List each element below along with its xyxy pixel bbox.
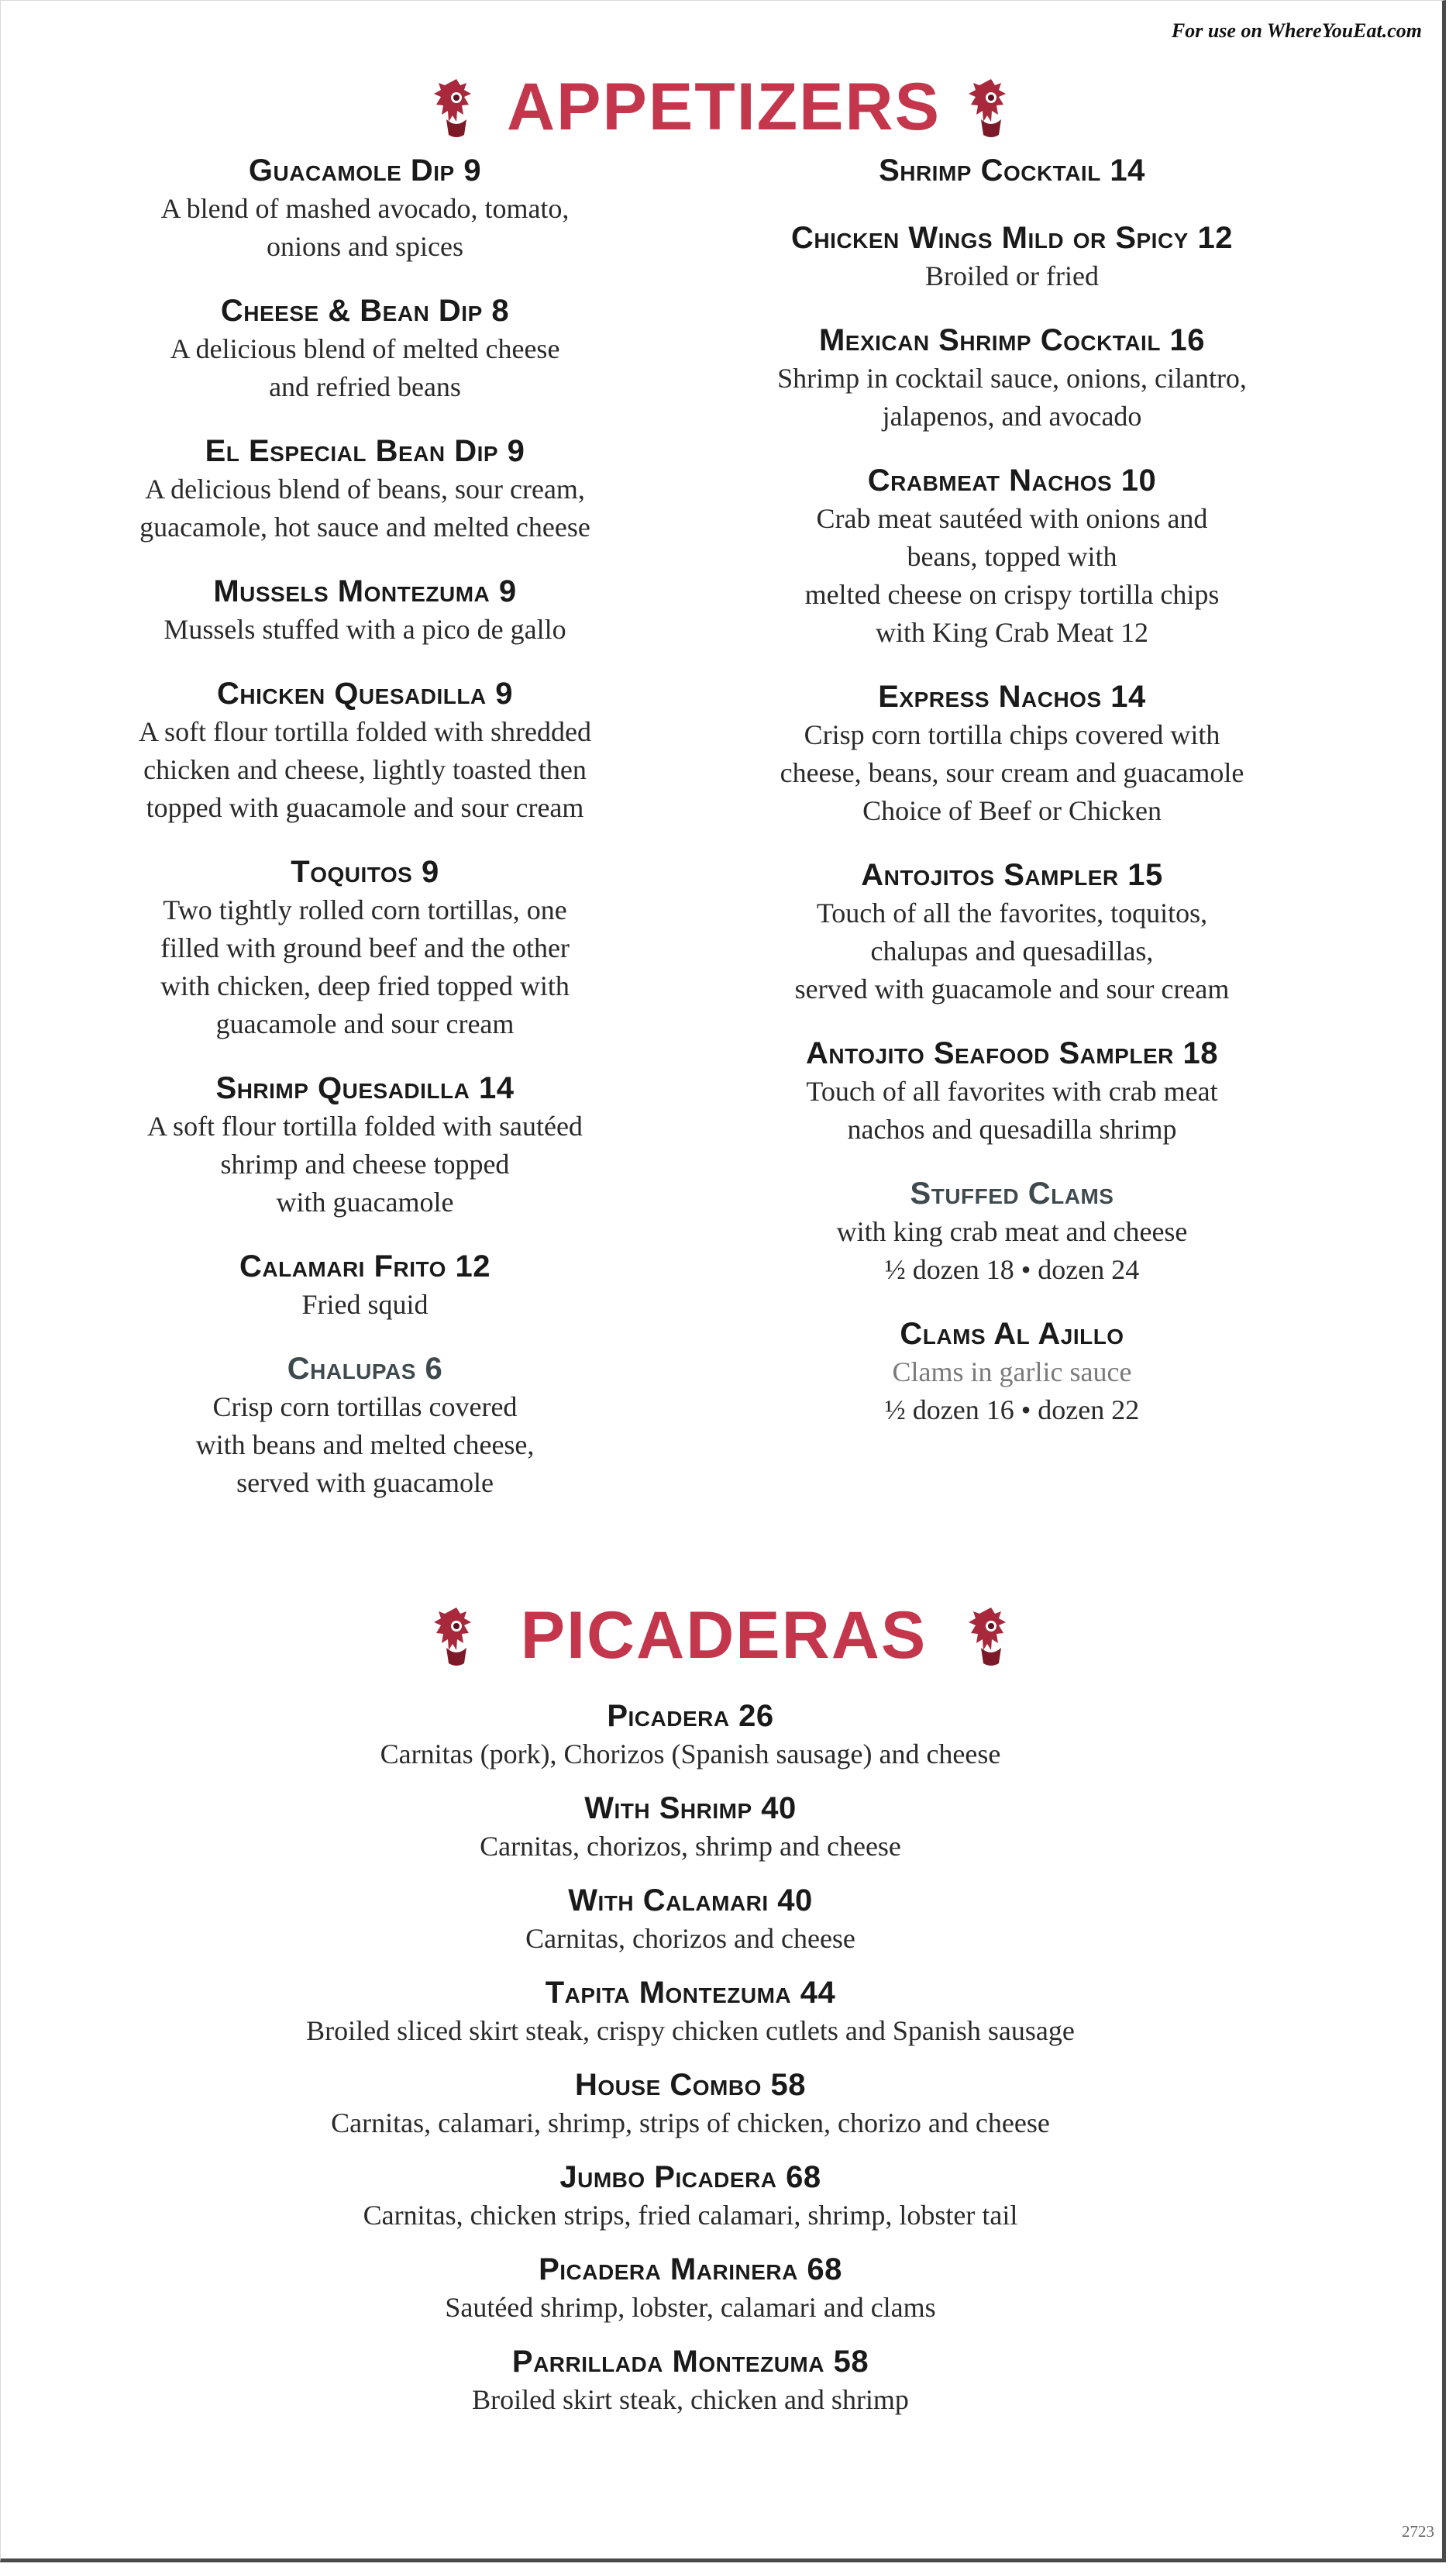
- item-description: Crab meat sautéed with onions and beans, topped with melted cheese on crispy tortilla chips with King Crab Meat 12: [804, 503, 1220, 648]
- item-name: With Calamari 40: [568, 1883, 813, 1918]
- item-name: Toquitos 9: [291, 855, 439, 889]
- item-description: Sautéed shrimp, lobster, calamari and clams: [445, 2292, 936, 2323]
- menu-item: [78, 1789, 1303, 1866]
- item-description-note: Clams in garlic sauce: [892, 1356, 1132, 1387]
- heraldic-crest-icon: [429, 74, 484, 141]
- item-description: Carnitas, chorizos, shrimp and cheese: [480, 1831, 901, 1862]
- item-description: Carnitas, calamari, shrimp, strips of chicken, chorizo and cheese: [331, 2107, 1050, 2138]
- item-description: with king crab meat and cheese ½ dozen 18 • dozen 24: [836, 1216, 1188, 1285]
- menu-item: [78, 291, 652, 406]
- menu-item: [78, 853, 652, 1043]
- item-name: Chicken Wings Mild or Spicy 12: [791, 221, 1233, 255]
- item-name: Chicken Quesadilla 9: [216, 677, 514, 711]
- item-name: House Combo 58: [575, 2068, 806, 2102]
- item-description: ½ dozen 16 • dozen 22: [884, 1394, 1140, 1425]
- menu-item: [78, 674, 652, 827]
- menu-item: [78, 2158, 1303, 2235]
- item-description: Carnitas (pork), Chorizos (Spanish sausage) and cheese: [380, 1738, 1001, 1769]
- item-name: Tapita Montezuma 44: [545, 1976, 836, 2010]
- item-name: Shrimp Quesadilla 14: [215, 1071, 515, 1105]
- item-name: Jumbo Picadera 68: [559, 2160, 821, 2194]
- heraldic-crest-icon: [429, 1603, 484, 1669]
- page-number: 2723: [1402, 2522, 1434, 2541]
- menu-item: [78, 432, 652, 546]
- menu-item: [78, 2342, 1303, 2419]
- item-name: Clams Al Ajillo: [900, 1317, 1124, 1351]
- appetizers-header: [1, 69, 1447, 146]
- menu-item: [78, 1069, 652, 1222]
- item-description: Touch of all favorites with crab meat nachos and quesadilla shrimp: [806, 1076, 1218, 1145]
- menu-item: [78, 1349, 652, 1502]
- item-description: Two tightly rolled corn tortillas, one filled with ground beef and the other with chicken, deep fried topped with guacamole and sour cream: [160, 894, 570, 1039]
- heraldic-crest-icon: [964, 1603, 1018, 1669]
- item-name: Picadera 26: [607, 1699, 774, 1733]
- item-description: Touch of all the favorites, toquitos, chalupas and quesadillas, served with guacamole and sour cream: [794, 898, 1230, 1004]
- item-name: Crabmeat Nachos 10: [867, 463, 1157, 498]
- item-name: With Shrimp 40: [584, 1791, 797, 1825]
- menu-item: [706, 856, 1318, 1008]
- menu-item: [78, 2066, 1303, 2142]
- item-description: Shrimp in cocktail sauce, onions, cilantro, jalapenos, and avocado: [777, 363, 1247, 432]
- menu-item: [706, 1315, 1318, 1429]
- item-description: A delicious blend of melted cheese and refried beans: [170, 333, 560, 402]
- menu-item: [78, 1973, 1303, 2050]
- menu-item: [706, 151, 1318, 190]
- item-name: Mexican Shrimp Cocktail 16: [818, 323, 1206, 357]
- watermark: For use on WhereYouEat.com: [1171, 19, 1422, 42]
- picaderas-list: [78, 1697, 1303, 2419]
- menu-item: [78, 1881, 1303, 1958]
- menu-item: [78, 1697, 1303, 1773]
- item-description: Fried squid: [301, 1289, 429, 1320]
- heraldic-crest-icon: [964, 74, 1018, 141]
- menu-item: [706, 461, 1318, 652]
- item-name: Antojitos Sampler 15: [861, 858, 1163, 892]
- item-name: Antojito Seafood Sampler 18: [806, 1036, 1218, 1070]
- picaderas-title: PICADERAS: [520, 1598, 928, 1673]
- menu-item: [706, 677, 1318, 830]
- item-name: Shrimp Cocktail 14: [879, 153, 1145, 188]
- item-description: A blend of mashed avocado, tomato, onions and spices: [160, 193, 570, 262]
- menu-item: [78, 151, 652, 266]
- item-name: Cheese & Bean Dip 8: [220, 294, 510, 328]
- item-description: Broiled sliced skirt steak, crispy chicken cutlets and Spanish sausage: [306, 2015, 1075, 2046]
- item-name: El Especial Bean Dip 9: [205, 434, 525, 468]
- item-description: Broiled skirt steak, chicken and shrimp: [472, 2384, 909, 2415]
- menu-item: [706, 1034, 1318, 1149]
- item-description: Crisp corn tortillas covered with beans and melted cheese, served with guacamole: [195, 1391, 535, 1498]
- item-name: Guacamole Dip 9: [248, 153, 482, 188]
- item-description: A delicious blend of beans, sour cream, guacamole, hot sauce and melted cheese: [139, 474, 590, 543]
- menu-item: [78, 2250, 1303, 2327]
- item-name: Stuffed Clams: [910, 1177, 1114, 1211]
- item-description: A soft flour tortilla folded with sautéed shrimp and cheese topped with guacamole: [147, 1111, 583, 1218]
- item-description: Carnitas, chorizos and cheese: [525, 1923, 855, 1954]
- item-description: A soft flour tortilla folded with shredded chicken and cheese, lightly toasted then topped with guacamole and sour cream: [139, 716, 591, 823]
- item-name: Calamari Frito 12: [239, 1249, 490, 1284]
- item-description: Mussels stuffed with a pico de gallo: [163, 614, 566, 645]
- menu-item: [78, 1247, 652, 1324]
- menu-item: [706, 219, 1318, 295]
- item-name: Mussels Montezuma 9: [213, 574, 517, 608]
- item-name: Express Nachos 14: [878, 680, 1146, 714]
- item-name: Parrillada Montezuma 58: [511, 2345, 869, 2379]
- item-description: Broiled or fried: [925, 260, 1099, 291]
- menu-item: [78, 572, 652, 649]
- appetizers-right-column: [706, 151, 1318, 1429]
- item-description: Crisp corn tortilla chips covered with cheese, beans, sour cream and guacamole Choice of Beef or Chicken: [780, 719, 1244, 826]
- appetizers-left-column: [78, 151, 652, 1502]
- item-name: Chalupas 6: [287, 1352, 443, 1386]
- appetizers-title: APPETIZERS: [507, 70, 941, 144]
- menu-item: [706, 1174, 1318, 1289]
- picaderas-header: [1, 1597, 1447, 1674]
- menu-item: [706, 321, 1318, 436]
- item-name: Picadera Marinera 68: [539, 2252, 842, 2286]
- item-description: Carnitas, chicken strips, fried calamari, shrimp, lobster tail: [363, 2200, 1018, 2231]
